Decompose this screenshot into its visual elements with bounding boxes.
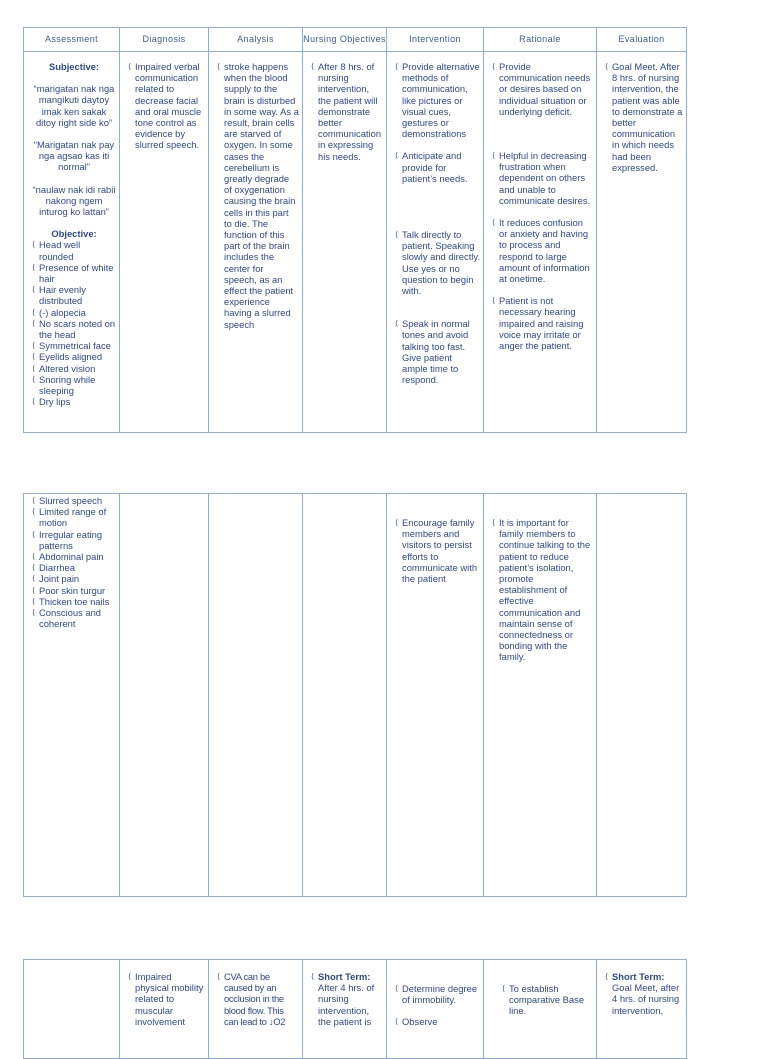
bullet-arrow-icon: ⟨ <box>32 341 36 351</box>
header-evaluation: Evaluation <box>597 28 687 52</box>
bullet-arrow-icon: ⟨ <box>492 296 496 306</box>
objective-item <box>32 495 116 506</box>
objective-item <box>32 585 116 596</box>
evaluation-cell <box>597 494 687 897</box>
intervention-cell <box>387 52 484 433</box>
objective-item-text: Abdominal pain <box>39 551 104 563</box>
evaluation-cell <box>597 960 687 1059</box>
intervention-4: Speak in normal tones and avoid talking too fast. Give patient ample time to respond. <box>402 318 470 386</box>
objective-item <box>32 363 116 374</box>
objective-list <box>32 239 116 407</box>
intervention-2: Anticipate and provide for patient’s needs. <box>402 150 468 184</box>
intervention-cell <box>387 960 484 1059</box>
bullet-arrow-icon: ⟨ <box>502 984 506 993</box>
objective-item-text: Head well rounded <box>39 239 81 262</box>
bullet-arrow-icon: ⟨ <box>32 563 36 573</box>
objective-item-text: Diarrhea <box>39 562 75 574</box>
header-analysis: Analysis <box>209 28 303 52</box>
bullet-arrow-icon: ⟨ <box>32 596 36 606</box>
evaluation-text-2: Goal Meet, after 4 hrs. of nursing intervention, <box>612 982 680 1016</box>
bullet-arrow-icon: ⟨ <box>217 972 220 981</box>
objectives-cell <box>303 494 387 897</box>
care-plan-table-3 <box>23 959 687 1059</box>
analysis-cell <box>209 52 303 433</box>
objective-item-text: Joint pain <box>39 573 80 585</box>
objective-item-text: Irregular eating patterns <box>39 528 103 551</box>
bullet-arrow-icon: ⟨ <box>32 240 36 250</box>
care-plan-table-1 <box>23 27 687 433</box>
objective-item <box>32 284 116 306</box>
objectives-cell <box>303 52 387 433</box>
intervention-1: Provide alternative methods of communication, like pictures or visual cues, gestures or demonstrations <box>402 61 480 140</box>
intervention-cell <box>387 494 484 897</box>
short-term-label: Short Term: <box>318 971 371 982</box>
diagnosis-text-2: Impaired physical mobility related to muscular involvement <box>135 971 204 1027</box>
header-row <box>24 28 687 52</box>
objective-item <box>32 340 116 351</box>
bullet-arrow-icon: ⟨ <box>32 307 36 317</box>
bullet-arrow-icon: ⟨ <box>605 972 609 981</box>
objective-item <box>32 607 116 629</box>
objective-item <box>32 307 116 318</box>
bullet-arrow-icon: ⟨ <box>32 374 36 384</box>
objective-item-text: Eyelids aligned <box>39 351 103 363</box>
objective-item <box>32 374 116 396</box>
content-row <box>24 52 687 433</box>
intervention-3: Talk directly to patient. Speaking slowly and directly. Use yes or no question to begin with. <box>402 229 480 297</box>
analysis-cell <box>209 960 303 1059</box>
bullet-arrow-icon: ⟨ <box>32 608 36 618</box>
bullet-arrow-icon: ⟨ <box>128 62 132 71</box>
bullet-arrow-icon: ⟨ <box>395 230 399 240</box>
bullet-arrow-icon: ⟨ <box>32 507 36 517</box>
bullet-arrow-icon: ⟨ <box>217 62 221 71</box>
bullet-arrow-icon: ⟨ <box>395 62 399 71</box>
assessment-cell <box>24 52 120 433</box>
objective-item-text: Slurred speech <box>39 495 103 506</box>
subjective-quote-1: “marigatan nak nga mangikuti daytoy imak ken sakak ditoy right side ko” <box>33 83 115 128</box>
rationale-1: Provide communication needs or desires based on individual situation or underlying deficit. <box>499 61 591 117</box>
objectives-text-2: After 4 hrs. of nursing intervention, the patient is <box>318 982 375 1027</box>
bullet-arrow-icon: ⟨ <box>32 285 36 295</box>
objectives-text: After 8 hrs. of nursing intervention, the patient will demonstrate better communication in expressing his needs. <box>318 61 382 162</box>
objective-item <box>32 573 116 584</box>
objectives-cell <box>303 960 387 1059</box>
header-assessment: Assessment <box>24 28 120 52</box>
bullet-arrow-icon: ⟨ <box>395 984 399 993</box>
subjective-quote-3: “naulaw nak idi rabii nakong ngem inturog ko lattan” <box>32 183 116 218</box>
bullet-arrow-icon: ⟨ <box>492 218 496 228</box>
diagnosis-cell <box>120 960 209 1059</box>
diagnosis-text: Impaired verbal communication related to decrease facial and oral muscle tone control as evidence by slurred speech. <box>135 61 202 151</box>
objective-item <box>32 262 116 284</box>
objective-item-text: Dry lips <box>39 396 71 408</box>
rationale-2: Helpful in decreasing frustration when dependent on others and unable to communicate desires. <box>499 150 591 206</box>
bullet-arrow-icon: ⟨ <box>32 262 36 272</box>
objective-item-text: Presence of white hair <box>39 261 114 285</box>
bullet-arrow-icon: ⟨ <box>32 363 36 373</box>
objective-item-text: No scars noted on the head <box>39 317 116 341</box>
objective-item <box>32 239 116 261</box>
rationale-cell <box>484 494 597 897</box>
objective-item <box>32 529 116 551</box>
rationale-5: It is important for family members to continue talking to the patient to reduce patient’s isolation, promote establishment of effective communication and maintain sense of connectedness or bonding with the family. <box>499 517 591 663</box>
header-intervention: Intervention <box>387 28 484 52</box>
bullet-arrow-icon: ⟨ <box>128 972 132 981</box>
objective-item <box>32 551 116 562</box>
intervention-5: Encourage family members and visitors to persist efforts to communicate with the patient <box>402 517 478 585</box>
care-plan-table-2 <box>23 493 687 897</box>
objective-item <box>32 506 116 528</box>
objective-label: Objective: <box>51 228 97 240</box>
objective-list-continued <box>32 495 116 629</box>
content-row <box>24 960 687 1059</box>
rationale-3: It reduces confusion or anxiety and having to process and respond to large amount of information at onetime. <box>499 217 590 285</box>
diagnosis-cell <box>120 52 209 433</box>
bullet-arrow-icon: ⟨ <box>32 574 36 584</box>
intervention-7: Observe <box>402 1016 438 1028</box>
objective-item-text: Hair evenly distributed <box>39 284 86 307</box>
bullet-arrow-icon: ⟨ <box>311 972 315 981</box>
header-diagnosis: Diagnosis <box>120 28 209 52</box>
objective-item <box>32 562 116 573</box>
objective-item <box>32 596 116 607</box>
objective-item <box>32 396 116 407</box>
bullet-arrow-icon: ⟨ <box>492 62 496 71</box>
subjective-quote-2: “Marigatan nak pay nga agsao kas iti normal” <box>33 139 115 173</box>
bullet-arrow-icon: ⟨ <box>311 62 315 71</box>
evaluation-cell <box>597 52 687 433</box>
objective-item-text: Conscious and coherent <box>39 607 102 630</box>
analysis-text: stroke happens when the blood supply to the brain is disturbed in some way. As a result, brain cells are starved of oxygen. In some cases the cerebellum is greatly degrade of oxygenation causing the brain cells in this part to die. The function of this part of the brain includes the center for speech, as an effect the patient experience having a slurred speech <box>224 61 299 330</box>
objective-item-text: (-) alopecia <box>39 306 86 318</box>
bullet-arrow-icon: ⟨ <box>32 318 36 328</box>
objective-item-text: Thicken toe nails <box>39 595 110 607</box>
objective-item-text: Altered vision <box>39 362 96 374</box>
bullet-arrow-icon: ⟨ <box>492 518 496 527</box>
bullet-arrow-icon: ⟨ <box>492 151 496 161</box>
analysis-cell <box>209 494 303 897</box>
header-rationale: Rationale <box>484 28 597 52</box>
bullet-arrow-icon: ⟨ <box>395 319 399 329</box>
assessment-cell <box>24 494 120 897</box>
bullet-arrow-icon: ⟨ <box>395 1017 399 1027</box>
evaluation-text: Goal Meet. After 8 hrs. of nursing intervention, the patient was able to demonstrate a better communication in which needs had been expressed. <box>612 61 683 173</box>
objective-item <box>32 318 116 340</box>
bullet-arrow-icon: ⟨ <box>395 151 399 161</box>
intervention-6: Determine degree of immobility. <box>402 983 478 1006</box>
bullet-arrow-icon: ⟨ <box>32 585 36 595</box>
rationale-cell <box>484 52 597 433</box>
bullet-arrow-icon: ⟨ <box>605 62 609 71</box>
objective-item-text: Poor skin turgur <box>39 584 106 596</box>
analysis-text-2: CVA can be caused by an occlusion in the blood flow. This can lead to ↓O2 <box>224 971 286 1027</box>
rationale-6: To establish comparative Base line. <box>509 983 585 1017</box>
bullet-arrow-icon: ⟨ <box>32 529 36 539</box>
objective-item <box>32 351 116 362</box>
bullet-arrow-icon: ⟨ <box>395 518 399 527</box>
diagnosis-cell <box>120 494 209 897</box>
bullet-arrow-icon: ⟨ <box>32 397 36 407</box>
objective-item-text: Snoring while sleeping <box>39 373 96 397</box>
header-nursing-objectives: Nursing Objectives <box>303 28 387 52</box>
assessment-cell <box>24 960 120 1059</box>
subjective-label: Subjective: <box>48 61 99 72</box>
bullet-arrow-icon: ⟨ <box>32 352 36 362</box>
bullet-arrow-icon: ⟨ <box>32 496 36 505</box>
rationale-cell <box>484 960 597 1059</box>
content-row <box>24 494 687 897</box>
objective-item-text: Limited range of motion <box>39 506 107 529</box>
bullet-arrow-icon: ⟨ <box>32 552 36 562</box>
short-term-evaluation-label: Short Term: <box>612 971 665 982</box>
rationale-4: Patient is not necessary hearing impaired and raising voice may irritate or anger the patient. <box>499 295 584 352</box>
objective-item-text: Symmetrical face <box>39 340 111 352</box>
